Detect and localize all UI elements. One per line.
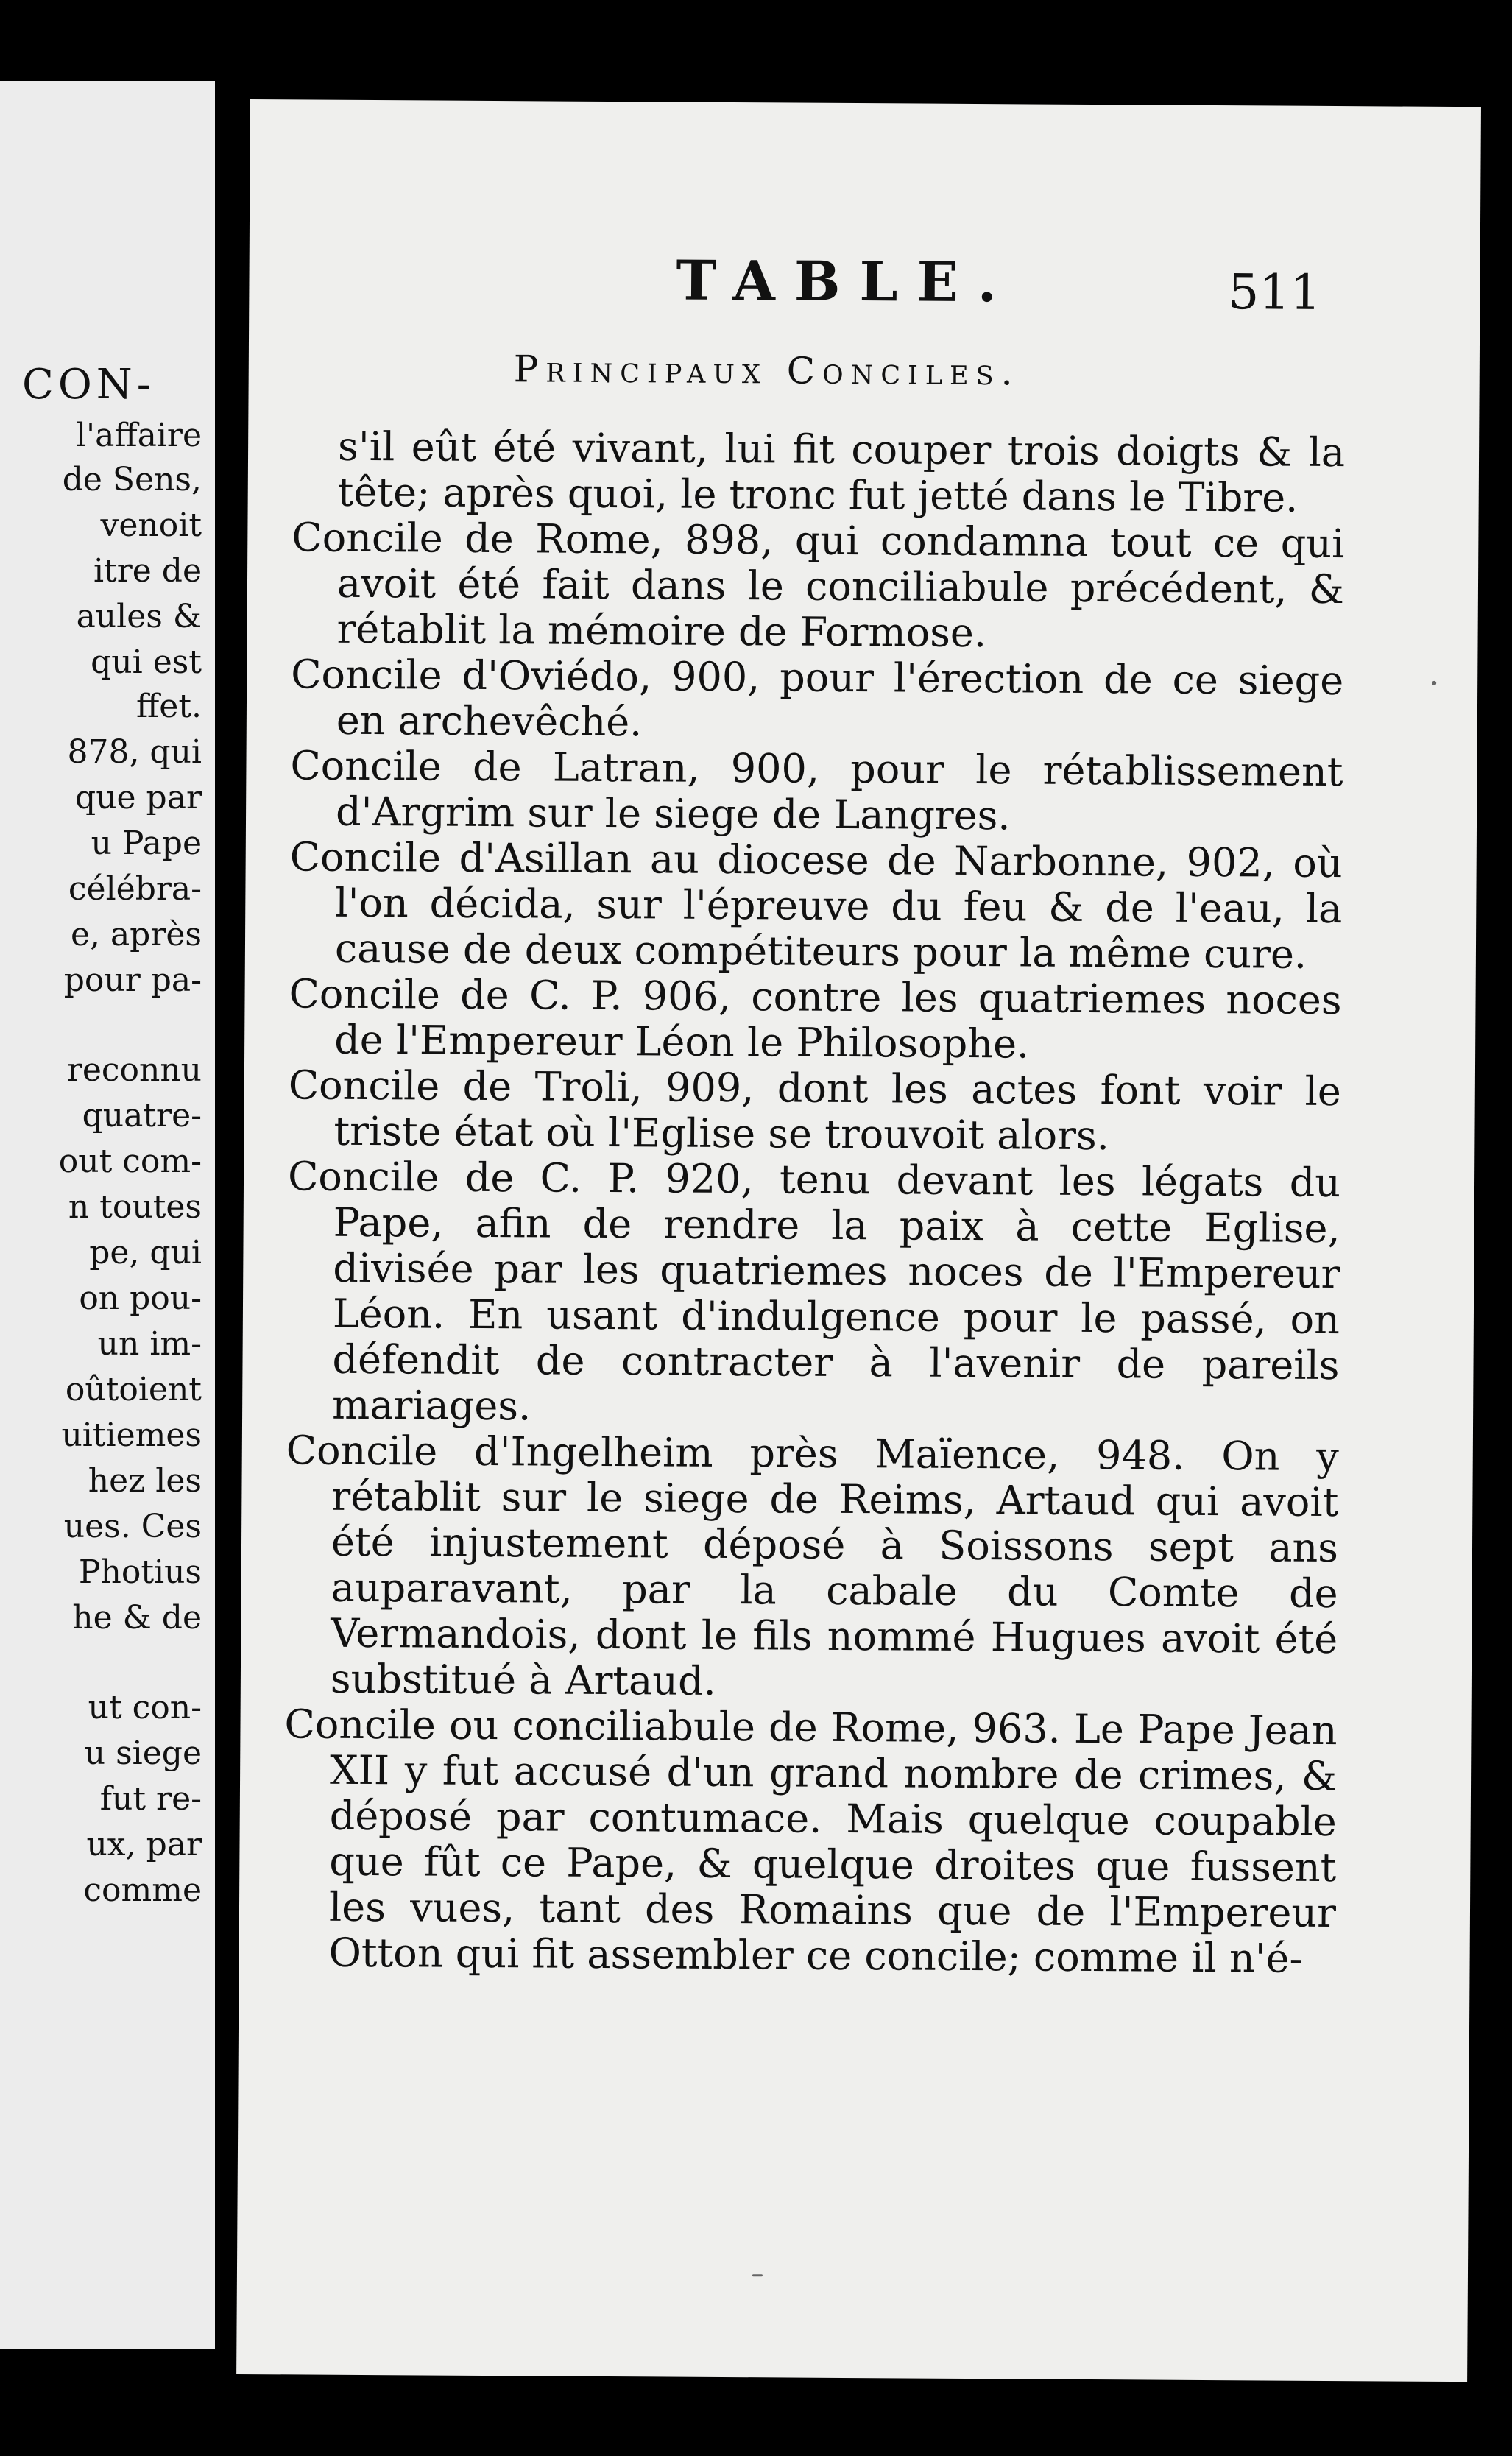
entry-paragraph: Concile de C. P. 906, contre les quatriemes noces de l'Empereur Léon le Philosophe. <box>289 970 1342 1068</box>
entry-paragraph: Concile d'Ingelheim près Maïence, 948. On y rétablit sur le siege de Reims, Artaud qui avoit été injustement déposé à Soissons sept ans auparavant, par la cabale du Comte de Vermandois, dont le fils nommé Hugues avoit été substitué à Artaud. <box>286 1427 1339 1704</box>
ink-speck <box>1432 681 1436 685</box>
facing-page-line: ffet. <box>136 688 202 725</box>
facing-page-fragment <box>0 81 215 2349</box>
facing-page-line: uitiemes <box>61 1416 202 1454</box>
facing-page-line: qui est <box>91 643 202 681</box>
facing-page-line: un im- <box>97 1325 202 1363</box>
entry-paragraph: s'il eût été vivant, lui fit couper trois doigts & la tête; après quoi, le tronc fut jetté dans le Tibre. <box>337 423 1346 521</box>
facing-page-line: u siege <box>84 1735 202 1772</box>
facing-page-line: e, après <box>70 916 202 953</box>
page-title: TABLE. <box>676 249 1016 315</box>
facing-page-line: he & de <box>72 1599 202 1637</box>
facing-page-heading: CON- <box>22 361 155 409</box>
facing-page-line: n toutes <box>68 1188 202 1226</box>
entry-paragraph: Concile de C. P. 920, tenu devant les légats du Pape, afin de rendre la paix à cette Eglise, divisée par les quatriemes noces de l'Empereur Léon. En usant d'indulgence pour le passé, on défendit de contracter à l'avenir de pareils mariages. <box>287 1153 1341 1430</box>
facing-page-line: out com- <box>58 1143 202 1180</box>
section-heading: Principaux Conciles. <box>513 347 1020 394</box>
facing-page-line: ux, par <box>86 1826 202 1863</box>
facing-page-line: comme <box>83 1871 202 1909</box>
facing-page-line: célébra- <box>68 870 202 908</box>
facing-page-line: Photius <box>78 1553 202 1591</box>
entry-paragraph: Concile de Rome, 898, qui condamna tout ce qui avoit été fait dans le conciliabule précédent, & rétablit la mémoire de Formose. <box>292 514 1345 657</box>
facing-page-line: pour pa- <box>63 961 202 999</box>
facing-page-line: u Pape <box>91 825 202 862</box>
entry-paragraph: Concile d'Asillan au diocese de Narbonne, 902, où l'on décida, sur l'épreuve du feu & de l'eau, la cause de deux compétiteurs pour la même cure. <box>289 833 1343 978</box>
facing-page-line: pe, qui <box>89 1234 202 1271</box>
facing-page-line: ut con- <box>88 1689 202 1726</box>
facing-page-line: oûtoient <box>65 1371 202 1408</box>
concile-entries <box>283 423 1345 1982</box>
ink-speck <box>752 2274 763 2276</box>
facing-page-line: 878, qui <box>67 733 202 771</box>
facing-page-line: fut re- <box>99 1780 202 1818</box>
entry-paragraph: Concile d'Oviédo, 900, pour l'érection de ce siege en archevêché. <box>291 651 1344 746</box>
facing-page-line: l'affaire <box>75 417 202 454</box>
facing-page-line: venoit <box>100 507 202 544</box>
page-number: 511 <box>1228 264 1321 321</box>
entry-paragraph: Concile de Latran, 900, pour le rétablissement d'Argrim sur le siege de Langres. <box>290 742 1343 839</box>
facing-page-line: reconnu <box>66 1051 202 1089</box>
facing-page-line: ues. Ces <box>63 1508 202 1545</box>
entry-paragraph: Concile ou conciliabule de Rome, 963. Le Pape Jean XII y fut accusé d'un grand nombre de crimes, & déposé par contumace. Mais quelque coupable que fût ce Pape, & quelque droites que fussent les vues, tant des Romains que de l'Empereur Otton qui fit assembler ce concile; comme il n'é- <box>284 1701 1338 1982</box>
facing-page-line: aules & <box>76 598 202 635</box>
facing-page-line: quatre- <box>82 1097 202 1135</box>
facing-page-line: hez les <box>88 1462 202 1500</box>
book-page <box>236 99 1481 2382</box>
entry-paragraph: Concile de Troli, 909, dont les actes font voir le triste état où l'Eglise se trouvoit alors. <box>288 1062 1341 1160</box>
facing-page-line: que par <box>75 779 202 816</box>
facing-page-line: de Sens, <box>62 461 202 498</box>
facing-page-line: on pou- <box>79 1280 202 1317</box>
facing-page-line: itre de <box>93 552 202 590</box>
